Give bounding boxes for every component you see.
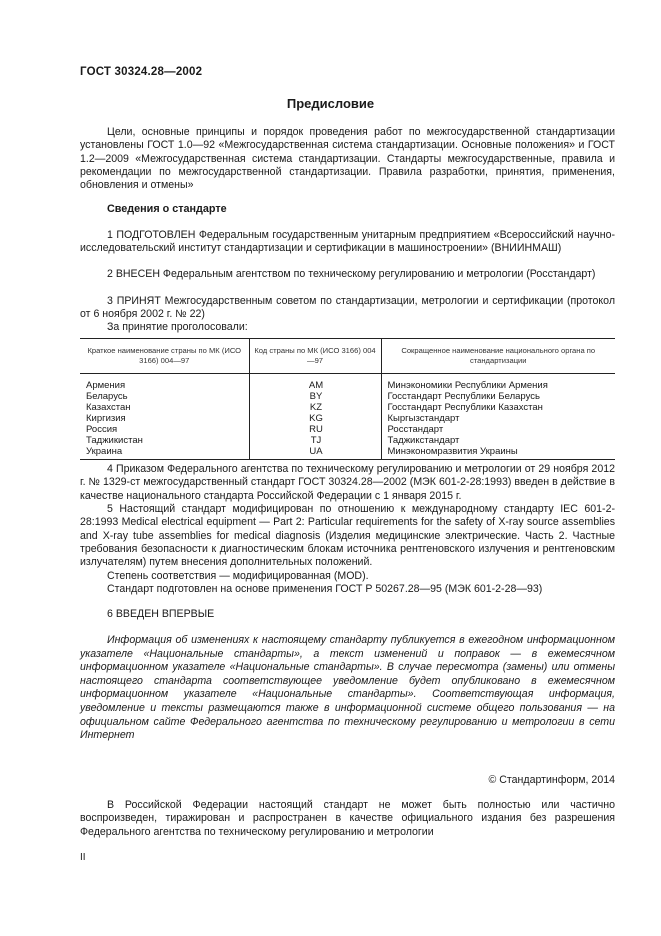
info-item-1: 1 ПОДГОТОВЛЕН Федеральным государственным унитарным предприятием «Всероссийский научно-исследовательский институт стандартизации и сертификации в машиностроении» (ВНИИНМАШ) bbox=[80, 229, 615, 255]
legal-notice: В Российской Федерации настоящий стандарт не может быть полностью или частично воспроизведен, тиражирован и распространен в качестве официального издания без разрешения Федерального агентства по техническому регулированию и метрологии bbox=[80, 799, 615, 838]
country-name: Киргизия bbox=[86, 413, 126, 424]
table-row bbox=[80, 391, 615, 402]
country-name: Россия bbox=[86, 424, 118, 435]
column-header-body: Сокращенное наименование национального органа по стандартизации bbox=[381, 339, 615, 374]
standards-body: Госстандарт Республики Казахстан bbox=[381, 402, 615, 413]
column-header-code: Код страны по МК (ИСО 3166) 004—97 bbox=[249, 339, 381, 374]
copyright: © Стандартинформ, 2014 bbox=[488, 774, 615, 786]
table-row bbox=[80, 424, 615, 435]
table-header-row bbox=[80, 339, 615, 374]
country-name: Беларусь bbox=[86, 391, 128, 402]
country-code: BY bbox=[249, 391, 381, 402]
table-row bbox=[80, 374, 615, 392]
changes-info-notice: Информация об изменениях к настоящему стандарту публикуется в ежегодном информационном указателе «Национальные стандарты», а текст изменений и поправок — в ежемесячном информационном указателе «Национальные стандарты». В случае пересмотра (замены) или отмены настоящего стандарта соответствующее уведомление будет опубликовано в ежемесячном информационном указателе «Национальные стандарты». Соответствующая информация, уведомление и тексты размещаются также в информационной системе общего пользования — на официальном сайте Федерального агентства по техническому регулированию и метрологии в сети Интернет bbox=[80, 634, 615, 742]
foreword-title: Предисловие bbox=[286, 96, 375, 111]
country-code: RU bbox=[249, 424, 381, 435]
column-header-country: Краткое наименование страны по МК (ИСО 3166) 004—97 bbox=[80, 339, 249, 374]
info-item-6: 6 ВВЕДЕН ВПЕРВЫЕ bbox=[107, 608, 215, 620]
country-name: Казахстан bbox=[86, 402, 131, 413]
country-code: AM bbox=[249, 374, 381, 392]
info-item-4: 4 Приказом Федерального агентства по техническому регулированию и метрологии от 29 ноября 2012 г. № 1329-ст межгосударственный стандарт ГОСТ 30324.28—2002 (МЭК 601-2-28:1993) введен в действие в качестве национального стандарта Российской Федерации с 1 января 2015 г. bbox=[80, 463, 615, 502]
country-name: Таджикистан bbox=[86, 435, 143, 446]
table-row bbox=[80, 413, 615, 424]
country-name: Украина bbox=[80, 446, 249, 460]
standards-body: Минэкономики Республики Армения bbox=[381, 374, 615, 392]
page-number: II bbox=[80, 852, 86, 863]
standard-info-title: Сведения о стандарте bbox=[107, 203, 227, 215]
country-name: Армения bbox=[86, 380, 126, 391]
document-code: ГОСТ 30324.28—2002 bbox=[80, 66, 203, 78]
info-item-2: 2 ВНЕСЕН Федеральным агентством по техническому регулированию и метрологии (Росстандарт) bbox=[107, 268, 596, 280]
conformity-degree: Степень соответствия — модифицированная (MOD). bbox=[107, 570, 369, 582]
table-row bbox=[80, 446, 615, 460]
country-code: UA bbox=[249, 446, 381, 460]
table-row bbox=[80, 435, 615, 446]
country-code: KG bbox=[249, 413, 381, 424]
vote-label: За принятие проголосовали: bbox=[107, 321, 248, 333]
standards-body: Госстандарт Республики Беларусь bbox=[381, 391, 615, 402]
standards-body: Таджикстандарт bbox=[381, 435, 615, 446]
standards-body: Росстандарт bbox=[381, 424, 615, 435]
foreword-intro: Цели, основные принципы и порядок проведения работ по межгосударственной стандартизации установлены ГОСТ 1.0—92 «Межгосударственная система стандартизации. Основные положения» и ГОСТ 1.2—2009 «Межгосударственная система стандартизации. Стандарты межгосударственные, правила и рекомендации по межгосударственной стандартизации. Правила разработки, принятия, применения, обновления и отмены» bbox=[80, 126, 615, 192]
prepared-basis: Стандарт подготовлен на основе применения ГОСТ Р 50267.28—95 (МЭК 601-2-28—93) bbox=[107, 583, 543, 595]
countries-table bbox=[80, 338, 615, 460]
info-item-5: 5 Настоящий стандарт модифицирован по отношению к международному стандарту IEC 601-2-28:1993 Medical electrical equipment — Part 2: Particular requirements for the safety of X-ray source assemblies and X-ray tube assemblies for medical diagnosis (Изделия медицинские электрические. Часть 2. Частные требования безопасности к диагностическим блокам источника рентгеновского излучения и рентгеновским излучателям) путем внесения дополнительных положений. bbox=[80, 503, 615, 569]
standards-body: Кыргызстандарт bbox=[381, 413, 615, 424]
info-item-3: 3 ПРИНЯТ Межгосударственным советом по стандартизации, метрологии и сертификации (протокол от 6 ноября 2002 г. № 22) bbox=[80, 295, 615, 321]
table-row bbox=[80, 402, 615, 413]
country-code: TJ bbox=[249, 435, 381, 446]
country-code: KZ bbox=[249, 402, 381, 413]
standards-body: Минэкономразвития Украины bbox=[381, 446, 615, 460]
